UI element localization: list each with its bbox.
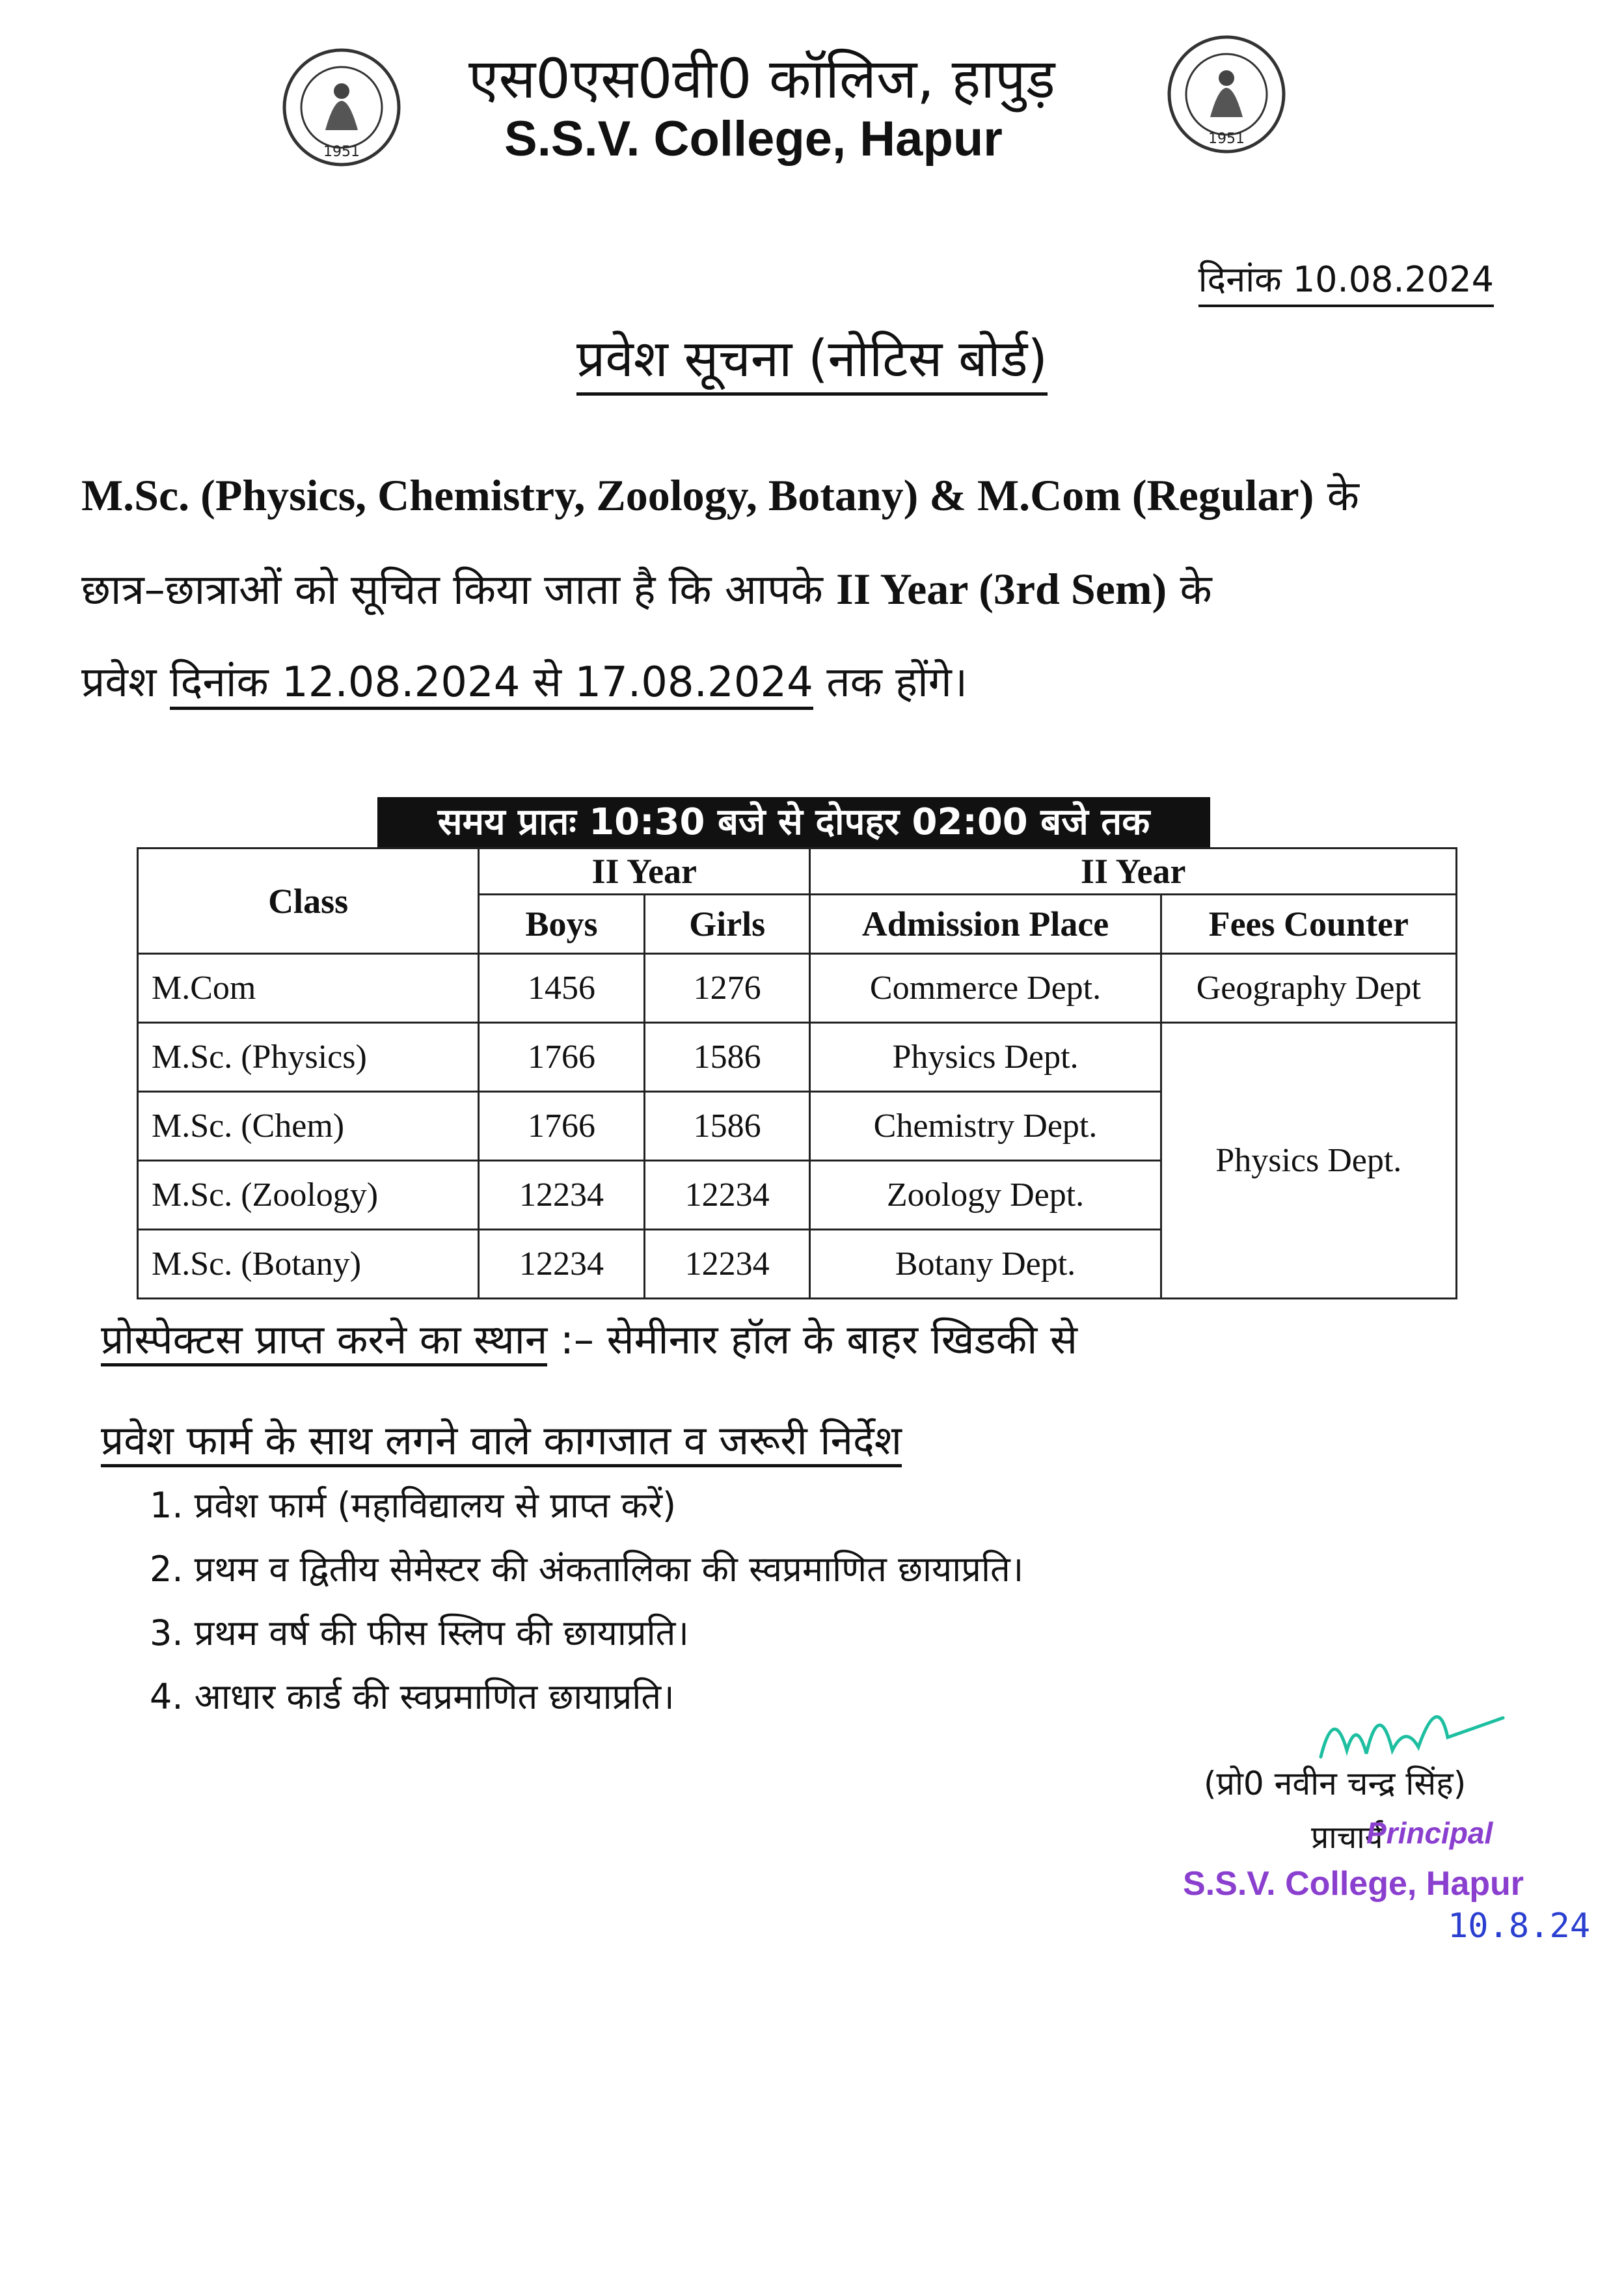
documents-heading: प्रवेश फार्म के साथ लगने वाले कागजात व जरूरी निर्देश [101, 1412, 902, 1467]
college-name-english: S.S.V. College, Hapur [504, 111, 1003, 167]
college-seal-left [280, 46, 403, 169]
svg-text:1951: 1951 [1208, 131, 1245, 147]
prospectus-line [101, 1311, 1077, 1366]
timing-banner: समय प्रातः 10:30 बजे से दोपहर 02:00 बजे तक [377, 797, 1210, 848]
principal-title: प्राचार्य [1311, 1819, 1383, 1856]
college-stamp: S.S.V. College, Hapur [1183, 1865, 1524, 1903]
header-group-places: II Year [810, 849, 1457, 895]
prospectus-location: :– सेमीनार हॉल के बाहर खिडकी से [560, 1316, 1077, 1363]
notice-title: प्रवेश सूचना (नोटिस बोर्ड) [0, 322, 1624, 391]
prospectus-label: प्रोस्पेक्टस प्राप्त करने का स्थान [101, 1316, 547, 1366]
notice-date: दिनांक 10.08.2024 [1198, 254, 1494, 307]
college-name-hindi: एस0एस0वी0 कॉलिज, हापुड़ [468, 47, 1055, 111]
header-boys: Boys [479, 895, 645, 954]
college-seal-right [1165, 33, 1288, 156]
list-item: 4. आधार कार्ड की स्वप्रमाणित छायाप्रति। [150, 1676, 675, 1717]
list-item: 3. प्रथम वर्ष की फीस स्लिप की छायाप्रति। [150, 1612, 689, 1653]
principal-stamp: Principal [1366, 1816, 1493, 1850]
year-sem-text: II Year (3rd Sem) [836, 564, 1167, 614]
header-girls: Girls [644, 895, 810, 954]
header-admission-place: Admission Place [810, 895, 1161, 954]
header-fees-counter: Fees Counter [1161, 895, 1456, 954]
table-row: M.Sc. (Physics) 1766 1586 Physics Dept. Physics Dept. [138, 1023, 1457, 1092]
admission-dates: दिनांक 12.08.2024 से 17.08.2024 [170, 659, 813, 710]
table-row: M.Sc. (Zoology) 12234 12234 Zoology Dept. [138, 1161, 1457, 1230]
fees-counter-msc: Physics Dept. [1161, 1023, 1456, 1299]
table-row: M.Com 1456 1276 Commerce Dept. Geography Dept [138, 954, 1457, 1023]
header-group-counts: II Year [479, 849, 810, 895]
admission-table [137, 847, 1457, 1299]
documents-list [150, 1474, 1023, 1729]
notice-paragraph: M.Sc. (Physics, Chemistry, Zoology, Botany) & M.Com (Regular) के छात्र–छात्राओं को सूचित किया जाता है कि आपके II Year (3rd Sem) के प्रवेश दिनांक 12.08.2024 से 17.08.2024 तक होंगे। [81, 449, 1500, 729]
programs-text: M.Sc. (Physics, Chemistry, Zoology, Botany) & M.Com (Regular) [81, 470, 1314, 520]
handwritten-date: 10.8.24 [1448, 1907, 1591, 1946]
table-row: M.Sc. (Botany) 12234 12234 Botany Dept. [138, 1230, 1457, 1299]
list-item: 1. प्रवेश फार्म (महाविद्यालय से प्राप्त करें) [150, 1485, 677, 1526]
fees-counter-mcom: Geography Dept [1161, 954, 1456, 1023]
table-row: M.Sc. (Chem) 1766 1586 Chemistry Dept. [138, 1092, 1457, 1161]
svg-text:1951: 1951 [323, 144, 360, 160]
principal-name: (प्रो0 नवीन चन्द्र सिंह) [1204, 1765, 1467, 1802]
header-class: Class [138, 849, 479, 954]
list-item: 2. प्रथम व द्वितीय सेमेस्टर की अंकतालिका की स्वप्रमाणित छायाप्रति। [150, 1549, 1024, 1590]
